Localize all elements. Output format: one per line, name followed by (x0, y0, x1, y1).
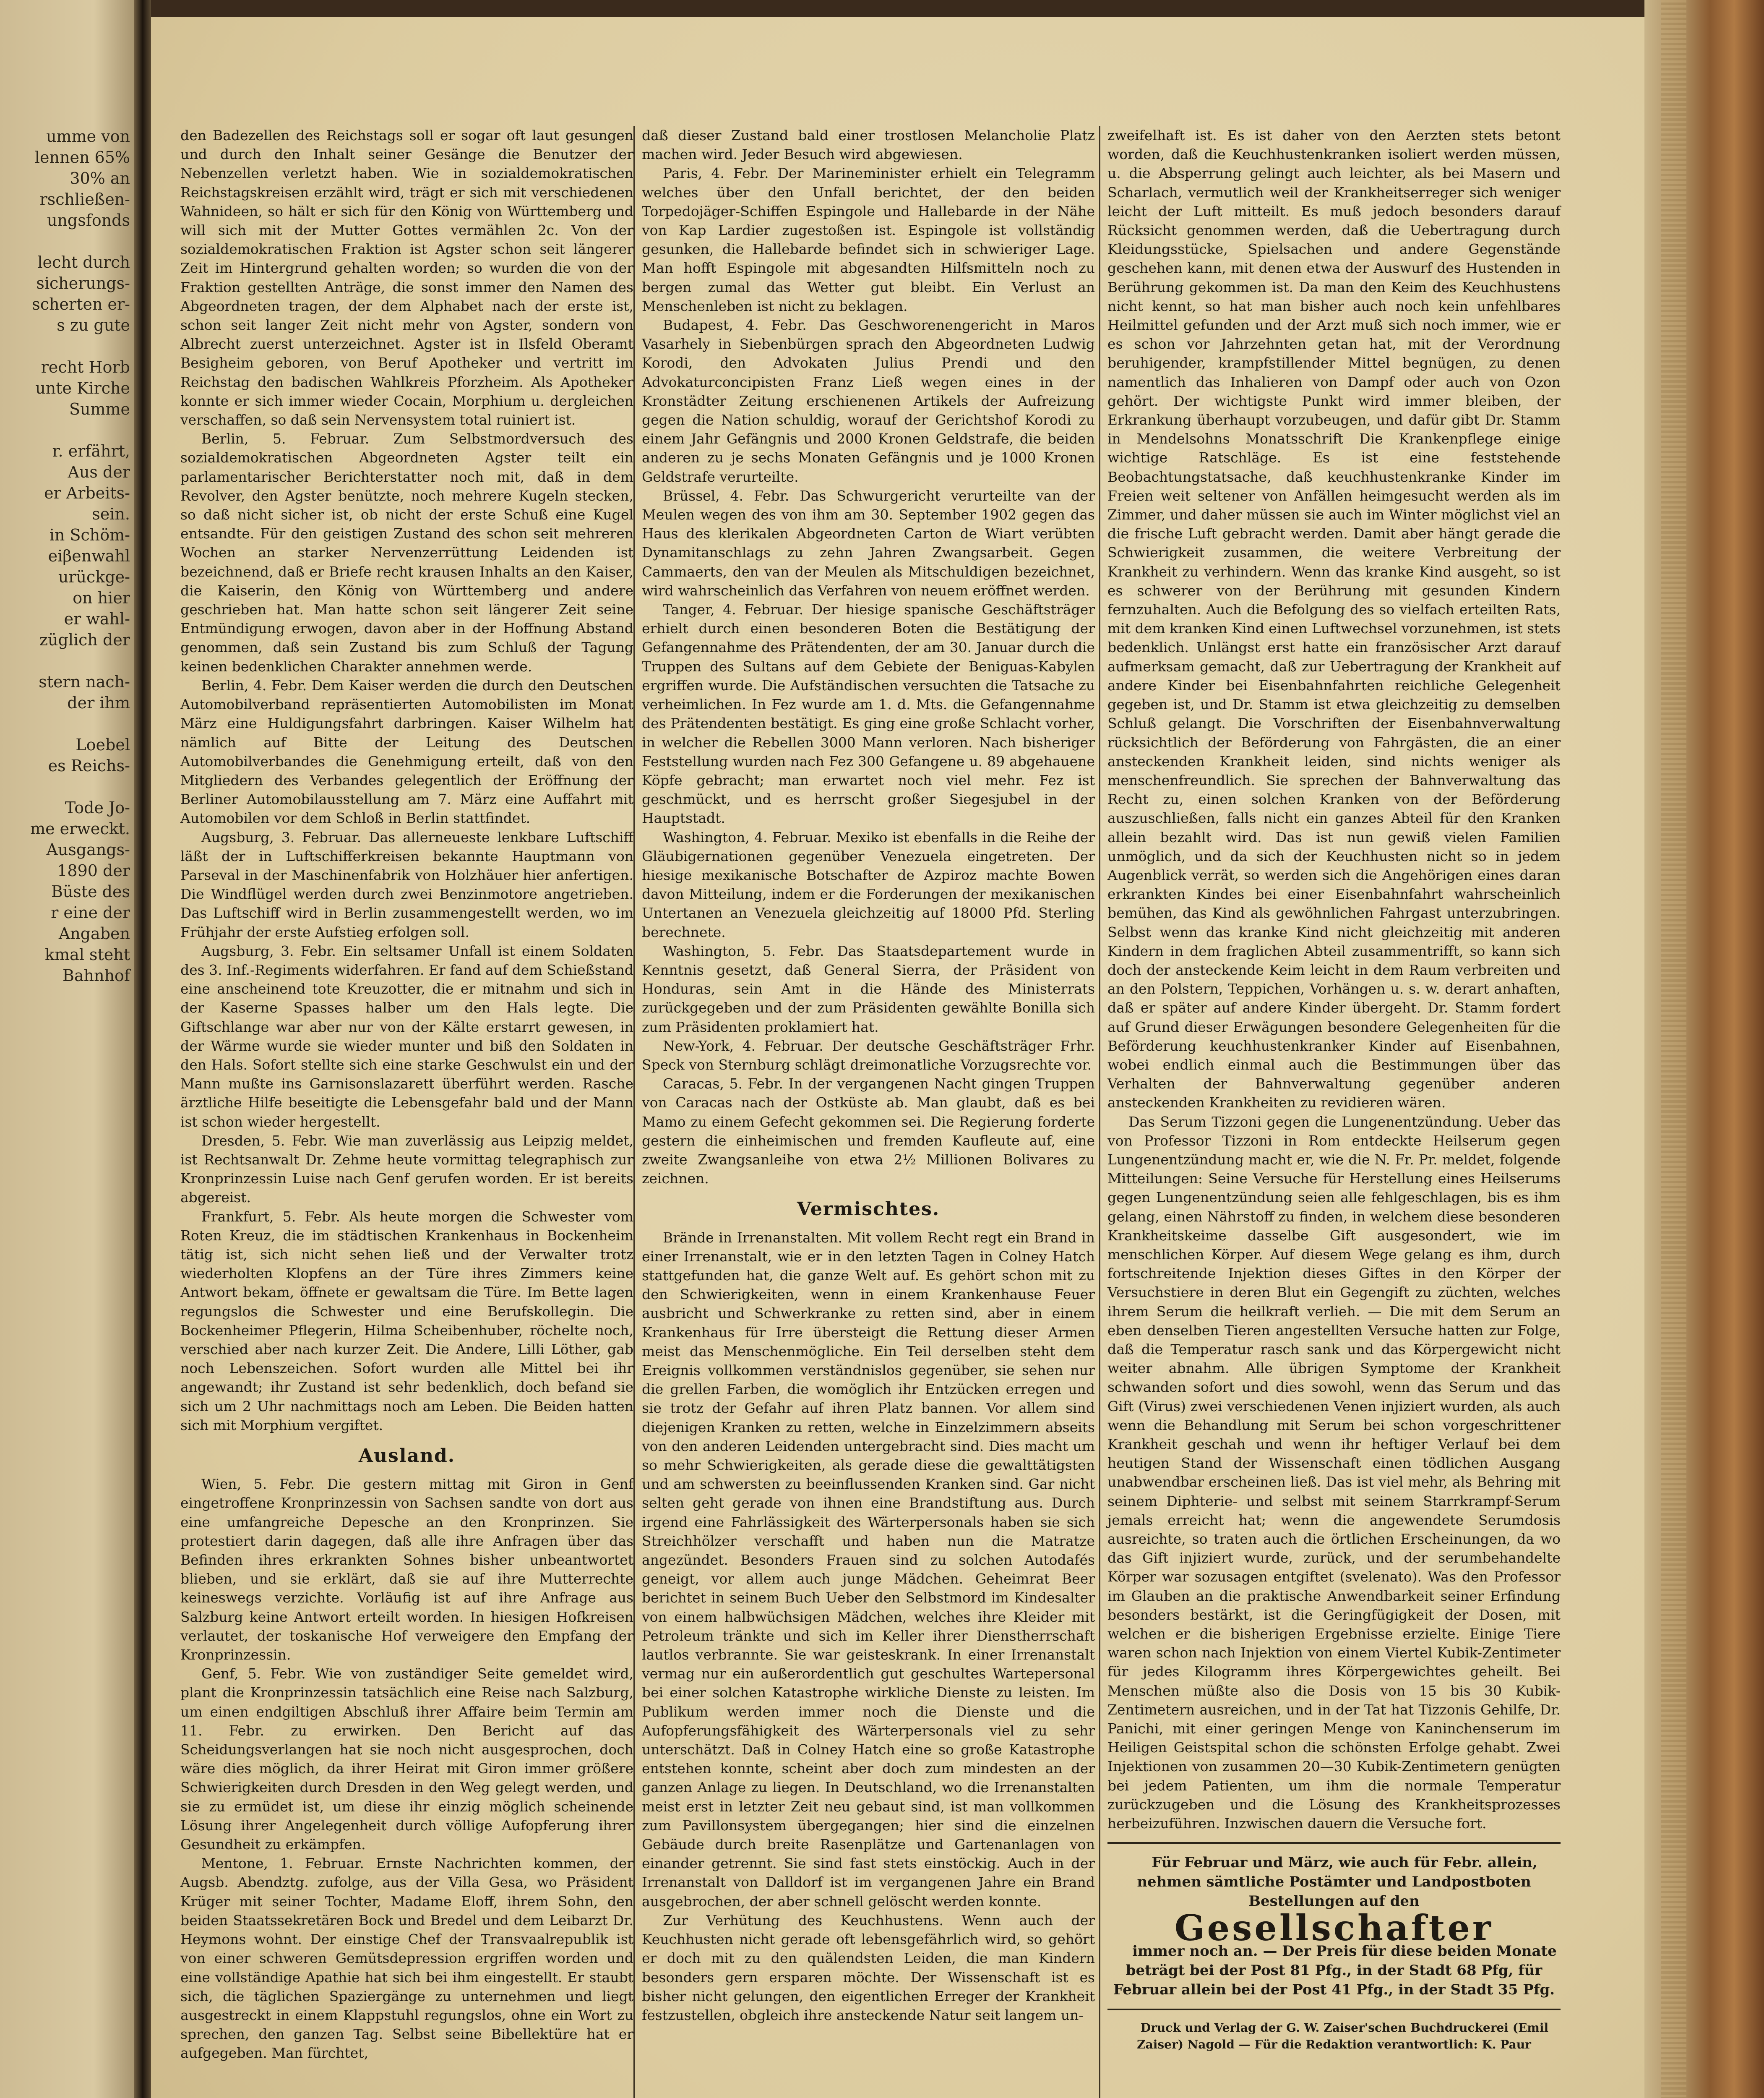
article-paragraph: daß dieser Zustand bald einer trostlosen Melancholie Platz machen wird. Jeder Besuch wird abgewiesen. (642, 127, 1095, 163)
article-paragraph: Frankfurt, 5. Febr. Als heute morgen die Schwester vom Roten Kreuz, die im städtischen Krankenhaus in Bockenheim tätig ist, sich nicht sehen ließ und der Verwalter trotz wiederholten Klopfens an der Türe ihres Zimmers keine Antwort bekam, öffnete er gewaltsam die Türe. Im Bette lagen regungslos die Schwester und eine Berufskollegin. Die Bockenheimer Pflegerin, Hilma Scheibenhuber, röchelte noch, verschied aber nach kurzer Zeit. Die Andere, Lilli Löther, gab noch Lebenszeichen. Sofort wurden alle Mittel bei ihr angewandt; ihr Zustand ist sehr bedenklich, doch befand sie sich um 2 Uhr nachmittags noch am Leben. Die Beiden hatten sich mit Morphium vergiftet. (180, 1208, 633, 1433)
notice-rule-top (1107, 1842, 1561, 1844)
column-rule-1 (633, 126, 635, 2098)
article-paragraph: Tanger, 4. Februar. Der hiesige spanische Geschäftsträger erhielt durch einen besonderen Boten die Bestätigung der Gefangennahme des Prätendenten, der am 30. Januar durch die Truppen des Sultans auf dem Gebiete der Beniguas-Kabylen ergriffen wurde. Die Aufständischen versuchten die Tatsache zu verheimlichen. In Fez wurde am 1. d. Mts. die Gefangennahme des Prätendenten bestätigt. Es ging eine große Schlacht vorher, in welcher die Rebellen 3000 Mann verloren. Nach bisheriger Feststellung wurden nach Fez 300 Gefangene u. 89 abgehauene Köpfe gebracht; man erwartet noch viel mehr. Fez ist geschmückt, und es herrscht großer Siegesjubel in der Hauptstadt. (642, 601, 1095, 827)
article-paragraph: Caracas, 5. Febr. In der vergangenen Nacht gingen Truppen von Caracas nach der Ostküste ab. Man glaubt, daß es bei Mamo zu einem Gefecht gekommen sei. Die Regierung forderte gestern die einheimischen und fremden Kaufleute auf, eine zweite Zwangsanleihe von etwa 2½ Millionen Bolivares zu zeichnen. (642, 1075, 1095, 1187)
article-paragraph: den Badezellen des Reichstags soll er sogar oft laut gesungen und durch den Inhalt seiner Gesänge die Benutzer der Nebenzellen verletzt haben. Wie in sozialdemokratischen Reichstagskreisen erzählt wird, trägt er sich mit verschiedenen Wahnideen, so hält er sich für den König von Württemberg und will sich mit der Mutter Gottes vermählen 2c. Von der sozialdemokratischen Fraktion ist Agster schon seit längerer Zeit im Hintergrund gehalten worden; so wurden die von der Fraktion gestellten Anträge, die sonst immer den Namen des Abgeordneten tragen, der dem Alphabet nach der erste ist, schon seit langer Zeit nicht mehr von Agster, sondern von Albrecht zuerst unterzeichnet. Agster ist in Ilsfeld Oberamt Besigheim geboren, von Beruf Apotheker und vertritt im Reichstag den badischen Wahlkreis Pforzheim. Als Apotheker konnte er sich immer wieder Cocain, Morphium u. dergleichen verschaffen, so daß sein Nervensystem total ruiniert ist. (180, 127, 633, 428)
previous-page-text: umme von lennen 65% 30% an rschließen- ungsfonds lecht durch sicherungs- scherten er- s zu gute recht Horb unte Kirche Summe r. erfährt, Aus der er Arbeits- sein. in Schöm- eiβenwahl urückge- on hier er wahl- züglich der stern nach- der ihm Loebel es Reichs- Tode Jo- me erweckt. Ausgangs- 1890 der Büste des r eine der Angaben kmal steht Bahnhof (30, 127, 130, 985)
article-paragraph: Washington, 5. Febr. Das Staatsdepartement wurde in Kenntnis gesetzt, daß General Sierra, der Präsident von Honduras, sein Amt in die Hände des Ministerrats zurückgegeben und der zum Präsidenten gewählte Bonilla sich zum Präsidenten proklamiert hat. (642, 942, 1095, 1035)
column-3 (1107, 126, 1561, 2053)
section-heading-vermischtes: Vermischtes. (797, 1198, 940, 1220)
column-rule-2 (1099, 126, 1100, 2098)
newspaper-masthead: Gesellschafter (1174, 1907, 1494, 1949)
column-2 (642, 126, 1095, 2025)
article-paragraph: Dresden, 5. Febr. Wie man zuverlässig aus Leipzig meldet, ist Rechtsanwalt Dr. Zehme heute vormittag telegraphisch zur Kronprinzessin Luise nach Genf gerufen worden. Er ist bereits abgereist. (180, 1132, 633, 1206)
article-paragraph: Mentone, 1. Februar. Ernste Nachrichten kommen, der Augsb. Abendztg. zufolge, aus der Villa Gesa, wo Präsident Krüger mit seiner Tochter, Madame Eloff, ihrem Sohn, den beiden Staatssekretären Bock und Bredel und dem Leibarzt Dr. Heymons wohnt. Der einstige Chef der Transvaalrepublik ist von einer schweren Gemütsdepression ergriffen worden und eine vollständige Apathie hat sich bei ihm eingestellt. Er staubt sich, die täglichen Spaziergänge zu unternehmen und liegt ausgestreckt in einem Klappstuhl regungslos, ohne ein Wort zu sprechen, den ganzen Tag. Selbst seine Bibellektüre hat er aufgegeben. Man fürchtet, (180, 1855, 633, 2061)
book-edge (1644, 0, 1764, 2098)
article-paragraph: Genf, 5. Febr. Wie von zuständiger Seite gemeldet wird, plant die Kronprinzessin tatsächlich eine Reise nach Salzburg, um einen endgiltigen Abschluß ihrer Affaire beim Termin am 11. Febr. zu erwirken. Den Bericht auf das Scheidungsverlangen hat sie noch nicht ausgesprochen, doch wäre dies möglich, da ihrer Heirat mit Giron immer größere Schwierigkeiten durch Dresden in den Weg gelegt werden, und sie zu ermüdet ist, um diese ihr einzig möglich scheinende Lösung ihrer Angelegenheit durch völlige Aufopferung ihrer Gesundheit zu erkämpfen. (180, 1665, 633, 1853)
page-edge-stripes (1661, 0, 1686, 2098)
book-gutter (134, 0, 151, 2098)
column-1 (180, 126, 633, 2063)
article-paragraph: Zur Verhütung des Keuchhustens. Wenn auch der Keuchhusten nicht gerade oft lebensgefährlich wird, so gehört er doch mit zu den quälendsten Leiden, die man Kindern besonders gern ersparen möchte. Der Wissenschaft ist es bisher nicht gelungen, den eigentlichen Erreger der Krankheit festzustellen, obgleich ihre ansteckende Natur seit langem un- (642, 1912, 1095, 2023)
article-paragraph: New-York, 4. Februar. Der deutsche Geschäftsträger Frhr. Speck von Sternburg schlägt dreimonatliche Vorzugsrechte vor. (642, 1037, 1095, 1073)
article-paragraph: Berlin, 5. Februar. Zum Selbstmordversuch des sozialdemokratischen Abgeordneten Agster teilt ein parlamentarischer Berichterstatter noch mit, daß in dem Revolver, den Agster benützte, noch mehrere Kugeln stecken, so daß nicht sicher ist, ob nicht der erste Schuß eine Kugel entsandte. Für den geistigen Zustand des schon seit mehreren Wochen an starker Nervenzerrüttung Leidenden ist bezeichnend, daß er Briefe recht krausen Inhalts an den Kaiser, die Kaiserin, den König von Württemberg und andere geschrieben hat. Man hatte schon seit längerer Zeit seine Entmündigung erwogen, davon aber in der Hoffnung Abstand genommen, daß sein Zustand bis zum Schluß der Tagung keinen bedenklichen Charakter annehmen werde. (180, 431, 633, 675)
section-heading-ausland: Ausland. (358, 1445, 456, 1467)
article-paragraph: Paris, 4. Febr. Der Marineminister erhielt ein Telegramm welches über den Unfall berichtet, der den beiden Torpedojäger-Schiffen Espingole und Hallebarde in der Nähe von Kap Lardier zugestoßen ist. Espingole ist vollständig gesunken, die Hallebarde befindet sich in schwieriger Lage. Man hofft Espingole mit abgesandten Hilfsmitteln noch zu bergen zumal das Wetter gut bleibt. Ein Verlust an Menschenleben ist nicht zu beklagen. (642, 165, 1095, 314)
article-paragraph: Budapest, 4. Febr. Das Geschworenengericht in Maros Vasarhely in Siebenbürgen sprach den Abgeordneten Ludwig Korodi, den Advokaten Julius Prendi und den Advokaturconcipisten Franz Ließ wegen eines in der Kronstädter Zeitung erschienenen Artikels der Aufreizung gegen die Nation schuldig, worauf der Gerichtshof Korodi zu einem Jahr Gefängnis und 2000 Kronen Geldstrafe, die beiden anderen zu je sechs Monaten Gefängnis und je 1000 Kronen Geldstrafe verurteilte. (642, 317, 1095, 485)
printer-imprint: Druck und Verlag der G. W. Zaiser'schen Buchdruckerei (Emil Zaiser) Nagold — Für die Redaktion verantwortlich: K. Paur (1137, 2021, 1549, 2052)
subscription-notice: Für Februar und März, wie auch für Febr. allein, nehmen sämtliche Postämter und Landpostboten Bestellungen auf den (1137, 1854, 1537, 1910)
previous-page (0, 0, 134, 2098)
article-paragraph: Washington, 4. Februar. Mexiko ist ebenfalls in die Reihe der Gläubigernationen gegenüber Venezuela eingetreten. Der hiesige mexikanische Botschafter de Azpiroz machte Bowen davon Mitteilung, indem er die Forderungen der mexikanischen Untertanen an Venezuela gleichzeitig auf 18000 Pfd. Sterling berechnete. (642, 829, 1095, 940)
article-paragraph: Berlin, 4. Febr. Dem Kaiser werden die durch den Deutschen Automobilverband repräsentierten Automobilisten im Monat März eine Huldigungsfahrt darbringen. Kaiser Wilhelm hat nämlich auf Bitte der Leitung des Deutschen Automobilverbandes die Genehmigung erteilt, daß von den Mitgliedern des Verbandes gelegentlich der Eröffnung der Berliner Automobilausstellung am 7. März eine Auffahrt mit Automobilen vor dem Schloß in Berlin stattfindet. (180, 677, 633, 827)
article-paragraph: Brände in Irrenanstalten. Mit vollem Recht regt ein Brand in einer Irrenanstalt, wie er in den letzten Tagen in Colney Hatch stattgefunden hat, die ganze Welt auf. Es gehört schon mit zu den Schwierigkeiten, wenn in einem Krankenhause Feuer ausbricht und Schwerkranke zu retten sind, aber in einem Krankenhaus für Irre übersteigt die Rettung dieser Armen meist das Menschenmögliche. Ein Teil derselben steht dem Ereignis vollkommen verständnislos gegenüber, sie sehen nur die grellen Farben, die womöglich ihr Entzücken erregen und sie trotz der Gefahr auf ihren Platz bannen. Vor allem sind diejenigen Kranken zu retten, welche in Einzelzimmern abseits von den anderen Leidenden untergebracht sind. Dies macht um so mehr Schwierigkeiten, als gerade diese die gewalttätigsten und am schwersten zu beeinflussenden Kranken sind. Gar nicht selten geht gerade von ihnen eine Brandstiftung aus. Durch irgend eine Fahrlässigkeit des Wärterpersonals haben sie sich Streichhölzer verschafft und haben nun die Matratze angezündet. Besonders Frauen sind zu solchen Autodafés geneigt, vor allem auch junge Mädchen. Geheimrat Beer berichtet in seinem Buch Ueber den Selbstmord im Kindesalter von einem halbwüchsigen Mädchen, welches ihre Kleider mit Petroleum tränkte und sich im Keller ihrer Dienstherrschaft lautlos verbrannte. Sie war geisteskrank. In einer Irrenanstalt vermag nur ein außerordentlich gut geschultes Wartepersonal bei einer solchen Katastrophe wirkliche Dienste zu leisten. Im Publikum werden immer noch die Dienste und die Aufopferungsfähigkeit des Wärterpersonals viel zu sehr unterschätzt. Daß in Colney Hatch eine so große Katastrophe entstehen konnte, scheint aber doch zum mindesten an der ganzen Anlage zu liegen. In Deutschland, wo die Irrenanstalten meist erst in letzter Zeit neu gebaut sind, ist man vollkommen zum Pavillonsystem übergegangen; hier sind die einzelnen Gebäude durch breite Rasenplätze und Gartenanlagen von einander getrennt. Sie sind fast stets einstöckig. Auch in der Irrenanstalt von Dalldorf ist im vergangenen Jahre ein Brand ausgebrochen, der aber schnell gelöscht werden konnte. (642, 1229, 1095, 1910)
notice-rule-bottom (1107, 2009, 1561, 2010)
article-paragraph: zweifelhaft ist. Es ist daher von den Aerzten stets betont worden, daß die Keuchhustenkranken isoliert werden müssen, u. die Absperrung gelingt auch leichter, als bei Masern und Scharlach, vermutlich weil der Krankheitserreger sich weniger leicht der Luft mitteilt. Es muß jedoch besonders darauf Rücksicht genommen werden, daß die Uebertragung durch Kleidungsstücke, Spielsachen und andere Gegenstände geschehen kann, mit denen etwa der Auswurf des Hustenden in Berührung gekommen ist. Da man den Keim des Keuchhustens nicht kennt, so hat man bisher auch noch kein unfehlbares Heilmittel gefunden und der Arzt muß sich noch immer, wie er es schon vor Jahrzehnten getan hat, mit der Verordnung beruhigender, krampfstillender Mittel begnügen, zu denen namentlich das Inhalieren von Dampf oder auch von Ozon gehört. Der wichtigste Punkt wird immer bleiben, der Erkrankung überhaupt vorzubeugen, und dafür gibt Dr. Stamm in Mendelsohns Monatsschrift Die Krankenpflege einige wichtige Ratschläge. Es ist eine feststehende Beobachtungstatsache, daß keuchhustenkranke Kinder im Freien weit seltener von Anfällen heimgesucht werden als im Zimmer, und daher müssen sie auch im Winter möglichst viel an die frische Luft gebracht werden. Damit aber hängt gerade die Schwierigkeit zusammen, die weitere Verbreitung der Krankheit zu verhindern. Wenn das kranke Kind ausgeht, so ist es schwerer von der Berührung mit gesunden Kindern fernzuhalten. Auch die Befolgung des so vielfach erteilten Rats, mit dem kranken Kind einen Luftwechsel vorzunehmen, ist stets bedenklich. Unlängst erst hatte ein französischer Arzt darauf aufmerksam gemacht, daß zur Uebertragung der Krankheit auf andere Kinder bei Eisenbahnfahrten reichliche Gelegenheit gegeben ist, und Dr. Stamm ist etwa gleichzeitig zu demselben Schluß gelangt. Die Vorschriften der Eisenbahnverwaltung rücksichtlich der Beförderung von Fahrgästen, die an einer ansteckenden Krankheit leiden, sind nichts weniger als menschenfreundlich. Sie sprechen der Bahnverwaltung das Recht zu, einen solchen Kranken von der Beförderung auszuschließen, falls nicht ein ganzes Abteil für den Kranken allein bezahlt wird. Das ist nun gewiß vielen Familien unmöglich, und da sich der Keuchhusten nicht so in jedem Augenblick verrät, so werden sich die Angehörigen eines daran erkrankten Kindes bei einer Eisenbahnfahrt wahrscheinlich bemühen, das Kind als gewöhnlichen Fahrgast unterzubringen. Selbst wenn das kranke Kind nicht gleichzeitig mit anderen Kindern in dem fraglichen Abteil zusammentrifft, so kann sich doch der ansteckende Keim leicht in dem Raum verbreiten und an den Polstern, Teppichen, Vorhängen u. s. w. derart anhaften, daß er später auf andere Kinder übergeht. Dr. Stamm fordert auf Grund dieser Erwägungen besondere Gelegenheiten für die Beförderung keuchhustenkranker Kinder auf Eisenbahnen, wobei endlich einmal auch die Bestimmungen über das Verhalten der Bahnverwaltung gegenüber anderen ansteckenden Krankheiten zu revidieren wären. (1107, 127, 1561, 1111)
article-paragraph: Augsburg, 3. Febr. Ein seltsamer Unfall ist einem Soldaten des 3. Inf.-Regiments widerfahren. Er fand auf dem Schießstand eine anscheinend tote Kreuzotter, die er mitnahm und sich in der Kaserne Spasses halber um den Hals legte. Die Giftschlange war aber nur von der Kälte erstarrt gewesen, in der Wärme wurde sie wieder munter und biß den Soldaten in den Hals. Sofort stellte sich eine starke Geschwulst ein und der Mann mußte ins Garnisonslazarett überführt werden. Rasche ärztliche Hilfe beseitigte die Lebensgefahr bald und der Mann ist schon wieder hergestellt. (180, 942, 633, 1130)
article-paragraph: Wien, 5. Febr. Die gestern mittag mit Giron in Genf eingetroffene Kronprinzessin von Sachsen sandte von dort aus eine umfangreiche Depesche an den Kronprinzen. Sie protestiert darin dagegen, daß alle ihre Anfragen über das Befinden ihres erkrankten Sohnes bisher unbeantwortet blieben, und sie erklärt, daß sie auf ihre Mutterrechte keineswegs verzichte. Vorläufig ist auf ihre Anfrage aus Salzburg keine Antwort erteilt worden. In hiesigen Hofkreisen verlautet, der toskanische Hof verweigere den Empfang der Kronprinzessin. (180, 1476, 633, 1663)
article-paragraph: Das Serum Tizzoni gegen die Lungenentzündung. Ueber das von Professor Tizzoni in Rom entdeckte Heilserum gegen Lungenentzündung macht er, wie die N. Fr. Pr. meldet, folgende Mitteilungen: Seine Versuche für Herstellung eines Heilserums gegen Lungenentzündung seien alle fehlgeschlagen, bis es ihm gelang, einen Nährstoff zu finden, in welchem diese besonderen Krankheitskeime dasselbe Gift ausgesondert, wie im menschlichen Körper. Auf diesem Wege gelang es ihm, durch fortschreitende Injektion dieses Giftes in den Körper der Versuchstiere in deren Blut ein Gegengift zu züchten, welches ihrem Serum die heilkraft verlieh. — Die mit dem Serum an eben denselben Tieren angestellten Versuche hatten zur Folge, daß die Temperatur rasch sank und das Körpergewicht nicht weiter abnahm. Alle übrigen Symptome der Krankheit schwanden sofort und dies sowohl, wenn das Serum und das Gift (Virus) zwei verschiedenen Venen injiziert wurden, als auch wenn die Behandlung mit Serum bei schon vorgeschrittener Krankheit geschah und wenn ihr heftiger Verlauf bei dem heutigen Stand der Wissenschaft einen tödlichen Ausgang unabwendbar erscheinen ließ. Das ist viel mehr, als Behring mit seinem Diphterie- und selbst mit seinem Starrkrampf-Serum jemals erreicht hat; wenn die angewendete Serumdosis ausreichte, so traten auch die örtlichen Erscheinungen, da wo das Gift injiziert wurde, zurück, und der serumbehandelte Körper war sozusagen entgiftet (svelenato). Was den Professor im Glauben an die praktische Anwendbarkeit seiner Erfindung besonders bestärkt, ist die Geringfügigkeit der Dosen, mit welchen er die bisherigen Ergebnisse erzielte. Einige Tiere waren schon nach Injektion von einem Viertel Kubik-Zentimeter für jedes Kilogramm ihres Körpergewichtes geheilt. Bei Menschen müßte also die Dosis von 15 bis 30 Kubik-Zentimetern ausreichen, und in der Tat hat Tizzonis Gehilfe, Dr. Panichi, mit einer geringen Menge von Kaninchenserum im Heiligen Geistspital schon die schönsten Erfolge gehabt. Zwei Injektionen von zusammen 20—30 Kubik-Zentimetern genügten bei jedem Patienten, um ihm die normale Temperatur zurückzugeben und die Lösung des Krankheitsprozesses herbeizuführen. Inzwischen dauern die Versuche fort. (1107, 1113, 1561, 1832)
subscription-price: immer noch an. — Der Preis für diese beiden Monate beträgt bei der Post 81 Pfg., in der Stadt 68 Pfg, für Februar allein bei der Post 41 Pfg., in der Stadt 35 Pfg. (1113, 1943, 1557, 1999)
article-paragraph: Brüssel, 4. Febr. Das Schwurgericht verurteilte van der Meulen wegen des von ihm am 30. September 1902 gegen das Haus des klerikalen Abgeordneten Carton de Wiart verübten Dynamitanschlags zu zehn Jahren Zwangsarbeit. Gegen Cammaerts, den van der Meulen als Mitschuldigen bezeichnet, wird wahrscheinlich das Verfahren von neuem eröffnet werden. (642, 487, 1095, 599)
article-paragraph: Augsburg, 3. Februar. Das allerneueste lenkbare Luftschiff läßt der in Luftschifferkreisen bekannte Hauptmann von Parseval in der Maschinenfabrik von Holzhäuer hier anfertigen. Die Windflügel werden durch zwei Benzinmotore angetrieben. Das Luftschiff wird in Berlin zusammengestellt werden, wo im Frühjahr der erste Aufstieg erfolgen soll. (180, 829, 633, 940)
